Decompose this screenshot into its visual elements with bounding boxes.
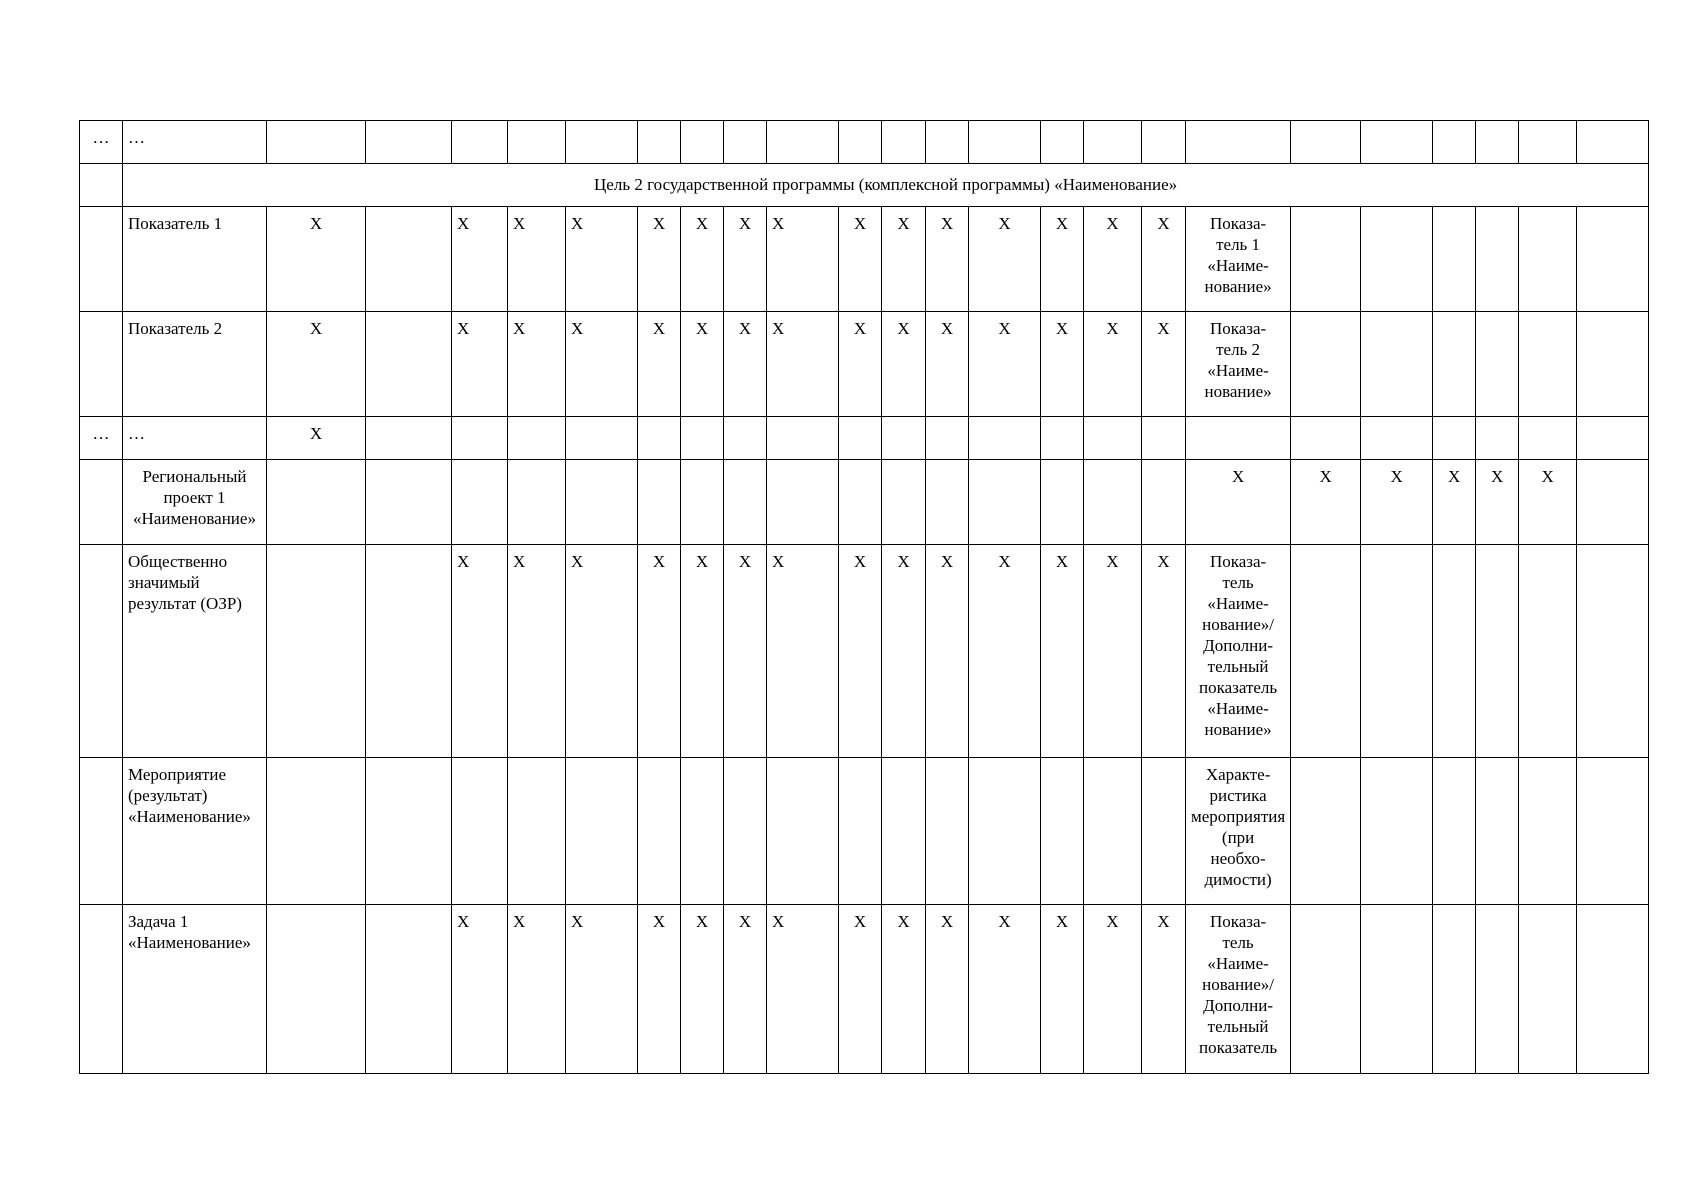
cell	[767, 121, 839, 164]
cell	[1361, 312, 1433, 417]
cell	[969, 460, 1041, 545]
row-name: Региональный проект 1 «Наименование»	[123, 460, 267, 545]
row-name: Мероприятие (результат) «Наименование»	[123, 758, 267, 905]
cell	[366, 905, 452, 1074]
cell	[724, 460, 767, 545]
cell	[1041, 460, 1084, 545]
row-name: Показатель 1	[123, 207, 267, 312]
cell	[452, 121, 508, 164]
cell	[1519, 545, 1577, 758]
x-mark: X	[508, 312, 566, 417]
characteristic: Показа- тель 2 «Наиме- нование»	[1186, 312, 1291, 417]
cell	[267, 545, 366, 758]
cell	[969, 758, 1041, 905]
x-mark: X	[508, 207, 566, 312]
x-mark: X	[452, 312, 508, 417]
cell	[926, 417, 969, 460]
cell	[1476, 758, 1519, 905]
x-mark: X	[969, 545, 1041, 758]
table-row-task-1	[80, 905, 1649, 1074]
cell	[366, 545, 452, 758]
cell	[882, 417, 926, 460]
cell	[452, 460, 508, 545]
x-mark: X	[452, 905, 508, 1074]
table-row-indicator-1	[80, 207, 1649, 312]
cell	[566, 758, 638, 905]
x-mark: X	[267, 312, 366, 417]
cell	[767, 758, 839, 905]
table-row-measure	[80, 758, 1649, 905]
x-mark: X	[1186, 460, 1291, 545]
row-name: …	[123, 121, 267, 164]
x-mark: X	[1084, 545, 1142, 758]
cell	[1433, 121, 1476, 164]
row-number: …	[80, 121, 123, 164]
x-mark: X	[926, 207, 969, 312]
x-mark: X	[1084, 905, 1142, 1074]
cell	[1577, 545, 1649, 758]
x-mark: X	[724, 207, 767, 312]
cell	[1142, 460, 1186, 545]
characteristic: Характе- ристика мероприятия (при необхо- димости)	[1186, 758, 1291, 905]
x-mark: X	[267, 207, 366, 312]
cell	[724, 758, 767, 905]
cell	[1361, 545, 1433, 758]
x-mark: X	[566, 905, 638, 1074]
cell	[508, 417, 566, 460]
cell	[1577, 758, 1649, 905]
cell	[724, 121, 767, 164]
cell	[1361, 121, 1433, 164]
cell	[638, 121, 681, 164]
cell	[882, 758, 926, 905]
cell	[638, 758, 681, 905]
x-mark: X	[566, 312, 638, 417]
cell	[839, 121, 882, 164]
cell	[1433, 417, 1476, 460]
cell	[1291, 121, 1361, 164]
x-mark: X	[638, 207, 681, 312]
x-mark: X	[724, 312, 767, 417]
x-mark: X	[508, 545, 566, 758]
cell	[969, 417, 1041, 460]
cell	[366, 121, 452, 164]
cell	[267, 460, 366, 545]
cell	[566, 460, 638, 545]
cell	[1084, 460, 1142, 545]
x-mark: X	[926, 545, 969, 758]
row-number: …	[80, 417, 123, 460]
x-mark: X	[638, 545, 681, 758]
x-mark: X	[638, 312, 681, 417]
cell	[1519, 417, 1577, 460]
x-mark: X	[1041, 207, 1084, 312]
x-mark: X	[882, 545, 926, 758]
cell	[1186, 121, 1291, 164]
x-mark: X	[969, 207, 1041, 312]
cell	[1433, 207, 1476, 312]
x-mark: X	[969, 905, 1041, 1074]
cell	[681, 417, 724, 460]
cell	[366, 312, 452, 417]
x-mark: X	[767, 312, 839, 417]
table-row-regional-project	[80, 460, 1649, 545]
x-mark: X	[882, 207, 926, 312]
cell	[681, 460, 724, 545]
x-mark: X	[839, 312, 882, 417]
cell	[508, 121, 566, 164]
x-mark: X	[1519, 460, 1577, 545]
x-mark: X	[681, 905, 724, 1074]
cell	[1433, 905, 1476, 1074]
cell	[1433, 312, 1476, 417]
x-mark: X	[267, 417, 366, 460]
cell	[1433, 545, 1476, 758]
cell	[267, 905, 366, 1074]
x-mark: X	[767, 207, 839, 312]
x-mark: X	[724, 545, 767, 758]
x-mark: X	[1142, 312, 1186, 417]
x-mark: X	[1142, 545, 1186, 758]
x-mark: X	[681, 207, 724, 312]
cell	[1142, 121, 1186, 164]
cell	[1291, 417, 1361, 460]
cell	[267, 758, 366, 905]
cell	[1577, 460, 1649, 545]
x-mark: X	[681, 312, 724, 417]
cell	[1361, 417, 1433, 460]
cell	[1041, 121, 1084, 164]
table-row-goal	[80, 164, 1649, 207]
cell	[724, 417, 767, 460]
cell	[1084, 758, 1142, 905]
x-mark: X	[681, 545, 724, 758]
cell	[566, 121, 638, 164]
cell	[767, 417, 839, 460]
cell	[1476, 121, 1519, 164]
cell	[80, 312, 123, 417]
cell	[1577, 905, 1649, 1074]
x-mark: X	[1142, 905, 1186, 1074]
cell	[1519, 121, 1577, 164]
cell	[681, 121, 724, 164]
cell	[926, 121, 969, 164]
x-mark: X	[1361, 460, 1433, 545]
row-name: Общественно значимый результат (ОЗР)	[123, 545, 267, 758]
table-row-ozr	[80, 545, 1649, 758]
x-mark: X	[566, 207, 638, 312]
cell	[366, 460, 452, 545]
x-mark: X	[452, 207, 508, 312]
cell	[1519, 312, 1577, 417]
x-mark: X	[839, 905, 882, 1074]
cell	[80, 545, 123, 758]
row-name: …	[123, 417, 267, 460]
cell	[80, 905, 123, 1074]
cell	[1476, 545, 1519, 758]
cell	[366, 758, 452, 905]
cell	[882, 460, 926, 545]
characteristic: Показа- тель «Наиме- нование»/ Дополни- тельный показатель «Наиме- нование»	[1186, 545, 1291, 758]
x-mark: X	[452, 545, 508, 758]
x-mark: X	[767, 545, 839, 758]
row-name: Показатель 2	[123, 312, 267, 417]
cell	[566, 417, 638, 460]
cell	[1361, 905, 1433, 1074]
x-mark: X	[926, 905, 969, 1074]
cell	[1577, 312, 1649, 417]
x-mark: X	[839, 545, 882, 758]
cell	[1084, 121, 1142, 164]
x-mark: X	[1041, 905, 1084, 1074]
cell	[1361, 207, 1433, 312]
x-mark: X	[1041, 545, 1084, 758]
x-mark: X	[1084, 312, 1142, 417]
cell	[681, 758, 724, 905]
x-mark: X	[566, 545, 638, 758]
x-mark: X	[882, 312, 926, 417]
cell	[1476, 417, 1519, 460]
row-name: Задача 1 «Наименование»	[123, 905, 267, 1074]
x-mark: X	[638, 905, 681, 1074]
cell	[1577, 121, 1649, 164]
characteristic: Показа- тель 1 «Наиме- нование»	[1186, 207, 1291, 312]
x-mark: X	[724, 905, 767, 1074]
cell	[1142, 758, 1186, 905]
x-mark: X	[767, 905, 839, 1074]
cell	[1291, 207, 1361, 312]
cell	[80, 207, 123, 312]
cell	[1291, 545, 1361, 758]
cell	[882, 121, 926, 164]
cell	[1519, 758, 1577, 905]
x-mark: X	[1291, 460, 1361, 545]
cell	[1519, 905, 1577, 1074]
cell	[926, 758, 969, 905]
goal-title: Цель 2 государственной программы (комплексной программы) «Наименование»	[123, 164, 1649, 207]
cell	[1577, 207, 1649, 312]
program-structure-table	[79, 120, 1649, 1074]
cell	[1041, 417, 1084, 460]
x-mark: X	[839, 207, 882, 312]
cell	[80, 758, 123, 905]
cell	[1291, 758, 1361, 905]
cell	[267, 121, 366, 164]
cell	[638, 417, 681, 460]
cell	[767, 460, 839, 545]
cell	[508, 758, 566, 905]
x-mark: X	[882, 905, 926, 1074]
cell	[1291, 312, 1361, 417]
cell	[452, 417, 508, 460]
cell	[1142, 417, 1186, 460]
cell	[926, 460, 969, 545]
cell	[366, 207, 452, 312]
cell	[839, 460, 882, 545]
cell	[969, 121, 1041, 164]
table-row-ellipsis-mid	[80, 417, 1649, 460]
x-mark: X	[1041, 312, 1084, 417]
x-mark: X	[508, 905, 566, 1074]
cell	[366, 417, 452, 460]
characteristic: Показа- тель «Наиме- нование»/ Дополни- тельный показатель	[1186, 905, 1291, 1074]
cell	[1084, 417, 1142, 460]
cell	[1519, 207, 1577, 312]
table-row-ellipsis-top	[80, 121, 1649, 164]
cell	[1476, 312, 1519, 417]
x-mark: X	[1476, 460, 1519, 545]
table-row-indicator-2	[80, 312, 1649, 417]
cell	[1476, 207, 1519, 312]
cell	[1433, 758, 1476, 905]
cell	[839, 417, 882, 460]
cell	[1041, 758, 1084, 905]
x-mark: X	[1142, 207, 1186, 312]
cell	[638, 460, 681, 545]
cell	[80, 164, 123, 207]
cell	[1361, 758, 1433, 905]
cell	[1476, 905, 1519, 1074]
x-mark: X	[1433, 460, 1476, 545]
cell	[1291, 905, 1361, 1074]
cell	[452, 758, 508, 905]
cell	[839, 758, 882, 905]
x-mark: X	[1084, 207, 1142, 312]
x-mark: X	[926, 312, 969, 417]
cell	[80, 460, 123, 545]
x-mark: X	[969, 312, 1041, 417]
cell	[1577, 417, 1649, 460]
cell	[1186, 417, 1291, 460]
cell	[508, 460, 566, 545]
